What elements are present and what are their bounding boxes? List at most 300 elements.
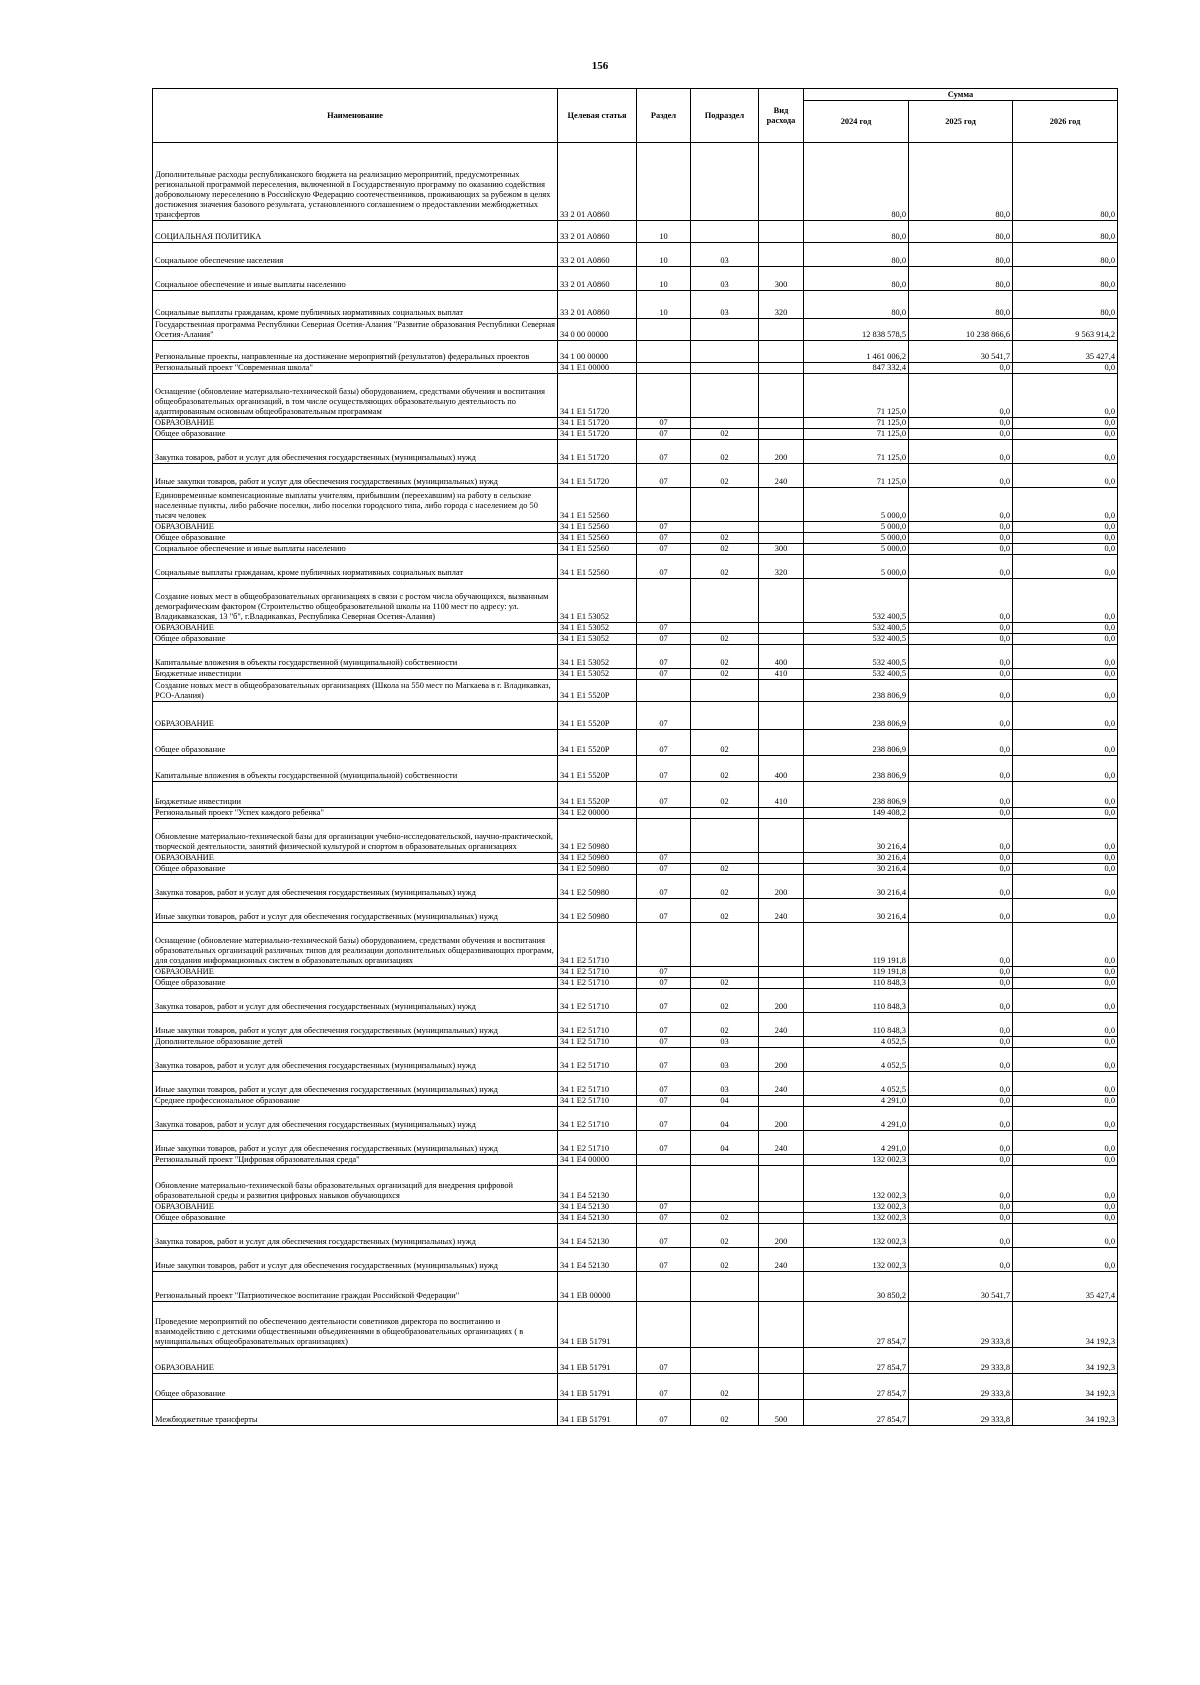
row-name: Закупка товаров, работ и услуг для обеспечения государственных (муниципальных) нужд — [153, 989, 558, 1013]
row-amount-2026: 80,0 — [1013, 267, 1118, 291]
row-amount-2026: 35 427,4 — [1013, 1272, 1118, 1302]
row-section — [637, 374, 691, 418]
header-sum: Сумма — [804, 89, 1118, 101]
row-name: Иные закупки товаров, работ и услуг для обеспечения государственных (муниципальных) нужд — [153, 899, 558, 923]
row-subsection: 03 — [691, 1072, 759, 1096]
row-amount-2025: 0,0 — [909, 989, 1013, 1013]
row-amount-2024: 119 191,8 — [804, 967, 909, 978]
row-name: ОБРАЗОВАНИЕ — [153, 623, 558, 634]
row-expense-type: 200 — [759, 1224, 804, 1248]
row-name: ОБРАЗОВАНИЕ — [153, 418, 558, 429]
row-section: 07 — [637, 645, 691, 669]
row-subsection: 02 — [691, 899, 759, 923]
row-subsection: 03 — [691, 291, 759, 319]
row-expense-type — [759, 680, 804, 702]
row-amount-2024: 149 408,2 — [804, 808, 909, 819]
row-amount-2024: 132 002,3 — [804, 1224, 909, 1248]
row-amount-2026: 0,0 — [1013, 522, 1118, 533]
table-row — [153, 291, 1118, 319]
row-subsection: 02 — [691, 875, 759, 899]
row-name: Оснащение (обновление материально-технической базы) оборудованием, средствами обучения и воспитания образовательных организаций различных типов для реализации дополнительных общеразвивающих программ, для создания информационных систем в образовательных организациях — [153, 923, 558, 967]
row-name: Социальные выплаты гражданам, кроме публичных нормативных социальных выплат — [153, 291, 558, 319]
table-row — [153, 1096, 1118, 1107]
row-amount-2026: 0,0 — [1013, 623, 1118, 634]
row-subsection — [691, 967, 759, 978]
row-expense-type — [759, 488, 804, 522]
row-amount-2025: 0,0 — [909, 1131, 1013, 1155]
row-name: Социальное обеспечение и иные выплаты населению — [153, 267, 558, 291]
page-number: 156 — [591, 60, 609, 72]
row-name: Социальное обеспечение населения — [153, 243, 558, 267]
row-amount-2024: 110 848,3 — [804, 978, 909, 989]
row-amount-2025: 0,0 — [909, 1037, 1013, 1048]
row-amount-2026: 0,0 — [1013, 967, 1118, 978]
row-name: Оснащение (обновление материально-технической базы) оборудованием, средствами обучения и воспитания общеобразовательных организаций, в том числе осуществляющих образовательную деятельность по адаптированным основным общеобразовательным программам — [153, 374, 558, 418]
row-name: Дополнительное образование детей — [153, 1037, 558, 1048]
row-expense-type: 200 — [759, 989, 804, 1013]
row-section — [637, 143, 691, 221]
row-amount-2025: 0,0 — [909, 875, 1013, 899]
row-name: Общее образование — [153, 1213, 558, 1224]
row-amount-2026: 34 192,3 — [1013, 1400, 1118, 1426]
row-amount-2026: 34 192,3 — [1013, 1348, 1118, 1374]
row-target-code: 34 1 E2 51710 — [558, 989, 637, 1013]
row-target-code: 34 1 E2 51710 — [558, 1048, 637, 1072]
row-subsection — [691, 853, 759, 864]
row-section: 07 — [637, 1107, 691, 1131]
row-amount-2026: 0,0 — [1013, 1131, 1118, 1155]
row-expense-type: 200 — [759, 875, 804, 899]
row-subsection: 02 — [691, 1400, 759, 1426]
table-row — [153, 923, 1118, 967]
row-amount-2025: 0,0 — [909, 1013, 1013, 1037]
row-expense-type — [759, 819, 804, 853]
row-amount-2025: 29 333,8 — [909, 1348, 1013, 1374]
row-amount-2025: 0,0 — [909, 756, 1013, 782]
row-expense-type: 200 — [759, 1048, 804, 1072]
row-section: 10 — [637, 221, 691, 243]
row-target-code: 34 0 00 00000 — [558, 319, 637, 341]
header-year-2025: 2025 год — [909, 101, 1013, 143]
row-target-code: 34 1 E1 52560 — [558, 488, 637, 522]
row-amount-2026: 0,0 — [1013, 899, 1118, 923]
row-target-code: 34 1 EB 51791 — [558, 1400, 637, 1426]
row-target-code: 34 1 E1 52560 — [558, 555, 637, 579]
row-expense-type: 400 — [759, 645, 804, 669]
row-expense-type — [759, 363, 804, 374]
row-amount-2026: 0,0 — [1013, 1107, 1118, 1131]
row-amount-2026: 0,0 — [1013, 645, 1118, 669]
table-body — [153, 143, 1118, 1426]
row-amount-2025: 0,0 — [909, 680, 1013, 702]
row-expense-type — [759, 1374, 804, 1400]
row-expense-type: 240 — [759, 464, 804, 488]
row-amount-2025: 0,0 — [909, 555, 1013, 579]
row-amount-2025: 0,0 — [909, 1107, 1013, 1131]
table-row — [153, 1048, 1118, 1072]
row-amount-2026: 0,0 — [1013, 989, 1118, 1013]
row-expense-type: 240 — [759, 1131, 804, 1155]
table-row — [153, 533, 1118, 544]
row-expense-type — [759, 522, 804, 533]
row-section: 07 — [637, 1248, 691, 1272]
row-amount-2024: 1 461 006,2 — [804, 341, 909, 363]
row-target-code: 33 2 01 A0860 — [558, 221, 637, 243]
row-target-code: 34 1 E1 00000 — [558, 363, 637, 374]
table-row — [153, 989, 1118, 1013]
row-expense-type — [759, 1096, 804, 1107]
row-amount-2026: 80,0 — [1013, 143, 1118, 221]
row-expense-type — [759, 1166, 804, 1202]
row-amount-2024: 71 125,0 — [804, 464, 909, 488]
row-subsection: 02 — [691, 756, 759, 782]
row-amount-2024: 80,0 — [804, 243, 909, 267]
row-amount-2024: 12 838 578,5 — [804, 319, 909, 341]
row-amount-2025: 0,0 — [909, 1202, 1013, 1213]
row-section: 07 — [637, 1348, 691, 1374]
row-target-code: 34 1 E4 00000 — [558, 1155, 637, 1166]
header-year-2026: 2026 год — [1013, 101, 1118, 143]
row-amount-2026: 0,0 — [1013, 440, 1118, 464]
row-subsection — [691, 923, 759, 967]
table-row — [153, 579, 1118, 623]
row-amount-2024: 4 052,5 — [804, 1048, 909, 1072]
row-section: 10 — [637, 267, 691, 291]
row-amount-2024: 132 002,3 — [804, 1213, 909, 1224]
row-section — [637, 488, 691, 522]
row-amount-2026: 0,0 — [1013, 853, 1118, 864]
row-expense-type: 240 — [759, 1013, 804, 1037]
row-name: Общее образование — [153, 533, 558, 544]
row-expense-type — [759, 374, 804, 418]
row-subsection: 04 — [691, 1131, 759, 1155]
row-expense-type — [759, 1213, 804, 1224]
row-subsection — [691, 363, 759, 374]
row-name: Обновление материально-технической базы для организации учебно-исследовательской, научно-практической, творческой деятельности, занятий физической культурой и спортом в образовательных организациях — [153, 819, 558, 853]
row-amount-2024: 532 400,5 — [804, 579, 909, 623]
row-name: ОБРАЗОВАНИЕ — [153, 853, 558, 864]
row-amount-2025: 0,0 — [909, 464, 1013, 488]
budget-table — [152, 88, 1118, 1426]
row-amount-2025: 0,0 — [909, 429, 1013, 440]
row-section — [637, 819, 691, 853]
row-name: Закупка товаров, работ и услуг для обеспечения государственных (муниципальных) нужд — [153, 440, 558, 464]
row-amount-2025: 0,0 — [909, 808, 1013, 819]
table-row — [153, 634, 1118, 645]
row-amount-2025: 30 541,7 — [909, 341, 1013, 363]
row-amount-2025: 0,0 — [909, 533, 1013, 544]
row-target-code: 34 1 E2 50980 — [558, 864, 637, 875]
row-expense-type — [759, 1155, 804, 1166]
table-row — [153, 1224, 1118, 1248]
row-amount-2025: 0,0 — [909, 488, 1013, 522]
row-section — [637, 1166, 691, 1202]
row-amount-2024: 132 002,3 — [804, 1202, 909, 1213]
table-row — [153, 1374, 1118, 1400]
header-section: Раздел — [637, 89, 691, 143]
table-row — [153, 221, 1118, 243]
row-target-code: 34 1 E1 53052 — [558, 645, 637, 669]
row-section — [637, 1302, 691, 1348]
table-row — [153, 319, 1118, 341]
row-amount-2025: 29 333,8 — [909, 1400, 1013, 1426]
row-amount-2026: 0,0 — [1013, 1224, 1118, 1248]
row-amount-2026: 0,0 — [1013, 533, 1118, 544]
row-amount-2026: 0,0 — [1013, 756, 1118, 782]
table-row — [153, 1072, 1118, 1096]
row-name: Региональный проект "Патриотическое воспитание граждан Российской Федерации" — [153, 1272, 558, 1302]
table-row — [153, 1166, 1118, 1202]
row-subsection — [691, 374, 759, 418]
row-target-code: 34 1 EB 00000 — [558, 1272, 637, 1302]
row-section: 07 — [637, 429, 691, 440]
row-subsection — [691, 418, 759, 429]
row-amount-2026: 0,0 — [1013, 418, 1118, 429]
row-amount-2024: 30 216,4 — [804, 864, 909, 875]
row-amount-2024: 71 125,0 — [804, 440, 909, 464]
row-amount-2024: 238 806,9 — [804, 782, 909, 808]
row-amount-2025: 0,0 — [909, 440, 1013, 464]
row-amount-2026: 0,0 — [1013, 782, 1118, 808]
row-name: Капитальные вложения в объекты государственной (муниципальной) собственности — [153, 645, 558, 669]
row-amount-2026: 0,0 — [1013, 544, 1118, 555]
row-subsection: 02 — [691, 782, 759, 808]
row-target-code: 34 1 E1 53052 — [558, 579, 637, 623]
row-target-code: 34 1 E4 52130 — [558, 1213, 637, 1224]
row-subsection: 02 — [691, 440, 759, 464]
table-row — [153, 418, 1118, 429]
row-amount-2024: 532 400,5 — [804, 645, 909, 669]
row-target-code: 34 1 EB 51791 — [558, 1302, 637, 1348]
row-expense-type — [759, 702, 804, 730]
row-target-code: 34 1 EB 51791 — [558, 1348, 637, 1374]
row-amount-2025: 0,0 — [909, 623, 1013, 634]
row-section — [637, 1155, 691, 1166]
row-section: 07 — [637, 1072, 691, 1096]
row-target-code: 34 1 E2 51710 — [558, 1107, 637, 1131]
table-row — [153, 875, 1118, 899]
row-name: Социальные выплаты гражданам, кроме публичных нормативных социальных выплат — [153, 555, 558, 579]
row-amount-2026: 0,0 — [1013, 555, 1118, 579]
row-target-code: 34 1 E1 5520P — [558, 680, 637, 702]
row-amount-2024: 132 002,3 — [804, 1155, 909, 1166]
row-target-code: 34 1 E4 52130 — [558, 1248, 637, 1272]
row-amount-2025: 0,0 — [909, 864, 1013, 875]
table-row — [153, 1213, 1118, 1224]
row-name: Дополнительные расходы республиканского бюджета на реализацию мероприятий, предусмотренных региональной программой переселения, включенной в Государственную программу по оказанию содействия добровольному переселению в Российскую Федерацию соотечественников, проживающих за рубежом в целях достижения значения базового результата, установленного соглашением о предоставлении межбюджетных трансфертов — [153, 143, 558, 221]
row-expense-type: 300 — [759, 544, 804, 555]
row-section — [637, 319, 691, 341]
table-row — [153, 1131, 1118, 1155]
row-expense-type — [759, 221, 804, 243]
row-target-code: 34 1 E1 51720 — [558, 418, 637, 429]
row-target-code: 33 2 01 A0860 — [558, 291, 637, 319]
row-amount-2026: 34 192,3 — [1013, 1302, 1118, 1348]
row-target-code: 34 1 E2 51710 — [558, 1131, 637, 1155]
row-amount-2024: 80,0 — [804, 143, 909, 221]
row-section: 07 — [637, 1213, 691, 1224]
row-amount-2026: 34 192,3 — [1013, 1374, 1118, 1400]
row-amount-2025: 0,0 — [909, 923, 1013, 967]
row-amount-2026: 0,0 — [1013, 819, 1118, 853]
row-subsection: 02 — [691, 555, 759, 579]
row-expense-type — [759, 579, 804, 623]
row-amount-2024: 532 400,5 — [804, 634, 909, 645]
row-amount-2024: 30 216,4 — [804, 819, 909, 853]
row-subsection: 03 — [691, 1037, 759, 1048]
row-expense-type — [759, 1348, 804, 1374]
row-expense-type — [759, 1037, 804, 1048]
row-subsection: 02 — [691, 1224, 759, 1248]
row-subsection: 02 — [691, 669, 759, 680]
table-row — [153, 978, 1118, 989]
table-row — [153, 374, 1118, 418]
row-name: Иные закупки товаров, работ и услуг для обеспечения государственных (муниципальных) нужд — [153, 1248, 558, 1272]
row-amount-2024: 4 291,0 — [804, 1107, 909, 1131]
row-amount-2024: 30 216,4 — [804, 853, 909, 864]
row-subsection — [691, 1302, 759, 1348]
row-subsection: 04 — [691, 1107, 759, 1131]
row-section: 07 — [637, 1013, 691, 1037]
row-amount-2025: 30 541,7 — [909, 1272, 1013, 1302]
row-expense-type: 410 — [759, 669, 804, 680]
row-name: ОБРАЗОВАНИЕ — [153, 1202, 558, 1213]
row-amount-2024: 30 216,4 — [804, 875, 909, 899]
row-name: ОБРАЗОВАНИЕ — [153, 522, 558, 533]
row-subsection: 02 — [691, 645, 759, 669]
row-section: 07 — [637, 418, 691, 429]
row-amount-2025: 80,0 — [909, 267, 1013, 291]
row-amount-2024: 30 850,2 — [804, 1272, 909, 1302]
row-subsection — [691, 1155, 759, 1166]
row-target-code: 34 1 E2 00000 — [558, 808, 637, 819]
row-amount-2025: 0,0 — [909, 899, 1013, 923]
row-subsection: 04 — [691, 1096, 759, 1107]
row-expense-type — [759, 243, 804, 267]
row-name: Обновление материально-технической базы образовательных организаций для внедрения цифровой образовательной среды и развития цифровых навыков обучающихся — [153, 1166, 558, 1202]
row-amount-2025: 0,0 — [909, 579, 1013, 623]
row-amount-2026: 0,0 — [1013, 730, 1118, 756]
row-name: Иные закупки товаров, работ и услуг для обеспечения государственных (муниципальных) нужд — [153, 1013, 558, 1037]
row-section: 07 — [637, 853, 691, 864]
row-amount-2026: 0,0 — [1013, 864, 1118, 875]
row-name: Среднее профессиональное образование — [153, 1096, 558, 1107]
row-expense-type: 200 — [759, 1107, 804, 1131]
table-row — [153, 623, 1118, 634]
row-expense-type: 300 — [759, 267, 804, 291]
row-amount-2026: 0,0 — [1013, 429, 1118, 440]
row-section: 07 — [637, 756, 691, 782]
row-amount-2025: 80,0 — [909, 143, 1013, 221]
row-target-code: 34 1 E2 51710 — [558, 1072, 637, 1096]
row-amount-2024: 4 052,5 — [804, 1037, 909, 1048]
row-expense-type — [759, 967, 804, 978]
row-amount-2026: 0,0 — [1013, 374, 1118, 418]
row-amount-2025: 0,0 — [909, 634, 1013, 645]
row-expense-type: 400 — [759, 756, 804, 782]
row-amount-2025: 0,0 — [909, 782, 1013, 808]
row-name: Межбюджетные трансферты — [153, 1400, 558, 1426]
row-amount-2024: 110 848,3 — [804, 1013, 909, 1037]
row-section — [637, 923, 691, 967]
row-amount-2024: 238 806,9 — [804, 730, 909, 756]
row-target-code: 34 1 E4 52130 — [558, 1202, 637, 1213]
row-amount-2025: 10 238 866,6 — [909, 319, 1013, 341]
row-amount-2025: 0,0 — [909, 819, 1013, 853]
table-row — [153, 853, 1118, 864]
row-target-code: 34 1 E1 51720 — [558, 464, 637, 488]
row-expense-type — [759, 319, 804, 341]
table-row — [153, 341, 1118, 363]
row-section: 07 — [637, 623, 691, 634]
row-name: Иные закупки товаров, работ и услуг для обеспечения государственных (муниципальных) нужд — [153, 464, 558, 488]
row-subsection: 02 — [691, 1248, 759, 1272]
row-name: Общее образование — [153, 730, 558, 756]
table-row — [153, 522, 1118, 533]
row-amount-2024: 5 000,0 — [804, 533, 909, 544]
header-year-2024: 2024 год — [804, 101, 909, 143]
table-row — [153, 730, 1118, 756]
row-subsection — [691, 1348, 759, 1374]
row-amount-2026: 0,0 — [1013, 702, 1118, 730]
row-section — [637, 1272, 691, 1302]
row-expense-type — [759, 1202, 804, 1213]
row-amount-2025: 0,0 — [909, 1213, 1013, 1224]
row-amount-2024: 532 400,5 — [804, 623, 909, 634]
row-target-code: 34 1 E1 51720 — [558, 429, 637, 440]
row-amount-2024: 847 332,4 — [804, 363, 909, 374]
row-amount-2026: 0,0 — [1013, 1072, 1118, 1096]
row-amount-2024: 27 854,7 — [804, 1302, 909, 1348]
row-amount-2025: 0,0 — [909, 1248, 1013, 1272]
table-row — [153, 1348, 1118, 1374]
row-target-code: 34 1 00 00000 — [558, 341, 637, 363]
row-name: Закупка товаров, работ и услуг для обеспечения государственных (муниципальных) нужд — [153, 1048, 558, 1072]
row-section: 07 — [637, 1131, 691, 1155]
row-amount-2026: 0,0 — [1013, 923, 1118, 967]
row-amount-2026: 0,0 — [1013, 1048, 1118, 1072]
row-amount-2026: 0,0 — [1013, 875, 1118, 899]
row-subsection — [691, 579, 759, 623]
row-name: ОБРАЗОВАНИЕ — [153, 967, 558, 978]
row-section: 07 — [637, 544, 691, 555]
row-section: 07 — [637, 782, 691, 808]
row-amount-2024: 238 806,9 — [804, 680, 909, 702]
row-section: 07 — [637, 1202, 691, 1213]
table-row — [153, 864, 1118, 875]
row-target-code: 34 1 E2 51710 — [558, 1096, 637, 1107]
row-subsection: 02 — [691, 533, 759, 544]
row-target-code: 34 1 E1 53052 — [558, 669, 637, 680]
row-amount-2024: 5 000,0 — [804, 522, 909, 533]
row-amount-2024: 71 125,0 — [804, 374, 909, 418]
row-section: 07 — [637, 464, 691, 488]
table-row — [153, 143, 1118, 221]
row-amount-2025: 0,0 — [909, 1166, 1013, 1202]
row-section: 07 — [637, 730, 691, 756]
row-section — [637, 579, 691, 623]
row-subsection: 02 — [691, 464, 759, 488]
row-amount-2025: 0,0 — [909, 669, 1013, 680]
row-target-code: 34 1 E2 50980 — [558, 819, 637, 853]
row-target-code: 34 1 E1 5520P — [558, 756, 637, 782]
row-expense-type — [759, 978, 804, 989]
row-section: 07 — [637, 634, 691, 645]
row-amount-2026: 0,0 — [1013, 808, 1118, 819]
row-amount-2026: 9 563 914,2 — [1013, 319, 1118, 341]
table-row — [153, 1248, 1118, 1272]
row-amount-2025: 0,0 — [909, 522, 1013, 533]
